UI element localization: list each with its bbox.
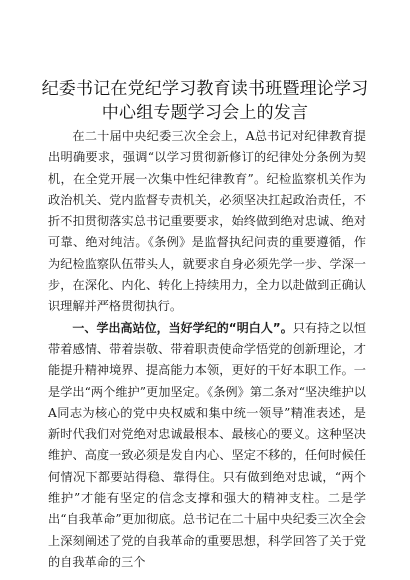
document-body (48, 126, 366, 573)
section-heading: 一、学出高站位，当好学纪的“明白人”。 (72, 320, 293, 335)
paragraph-section-one (48, 318, 366, 574)
paragraph-intro: 在二十届中央纪委三次全会上，A总书记对纪律教育提出明确要求，强调“以学习贯彻新修订的纪律处分条例为契机，在全党开展一次集中性纪律教育”。纪检监察机关作为政治机关、党内监督专责机关，必须坚决扛起政治责任，不折不扣贯彻落实总书记重要要求，始终做到绝对忠诚、绝对可靠、绝对纯洁。《条例》是监督执纪问责的重要遵循，作为纪检监察队伍带头人，就要求自身必须先学一步、学深一步，在深化、内化、转化上持续用力，全力以赴做到正确认识理解并严格贯彻执行。 (48, 129, 366, 314)
document-title-line-1: 纪委书记在党纪学习教育读书班暨理论学习 (41, 79, 369, 99)
document-title-line-2: 中心组专题学习会上的发言 (101, 103, 309, 123)
section-text: 只有持之以恒带着感情、带着崇敬、带着职责使命学悟党的创新理论，才能提升精神境界、提高能力本领，更好的干好本职工作。一是学出“两个维护”更加坚定。《条例》第二条对“坚决维护以A同志为核心的党中央权威和集中统一领导”精准表述，是新时代我们对党绝对忠诚最根本、最核心的要义。这种坚决维护、高度一致必须是发自内心、坚定不移的，任何时候任何情况下都要站得稳、靠得住。只有做到绝对忠诚，“两个维护”才能有坚定的信念支撑和强大的精神支柱。二是学出“自我革命”更加彻底。总书记在二十届中央纪委三次全会上深刻阐述了党的自我革命的重要思想，科学回答了关于党的自我革命的三个 (48, 320, 367, 569)
